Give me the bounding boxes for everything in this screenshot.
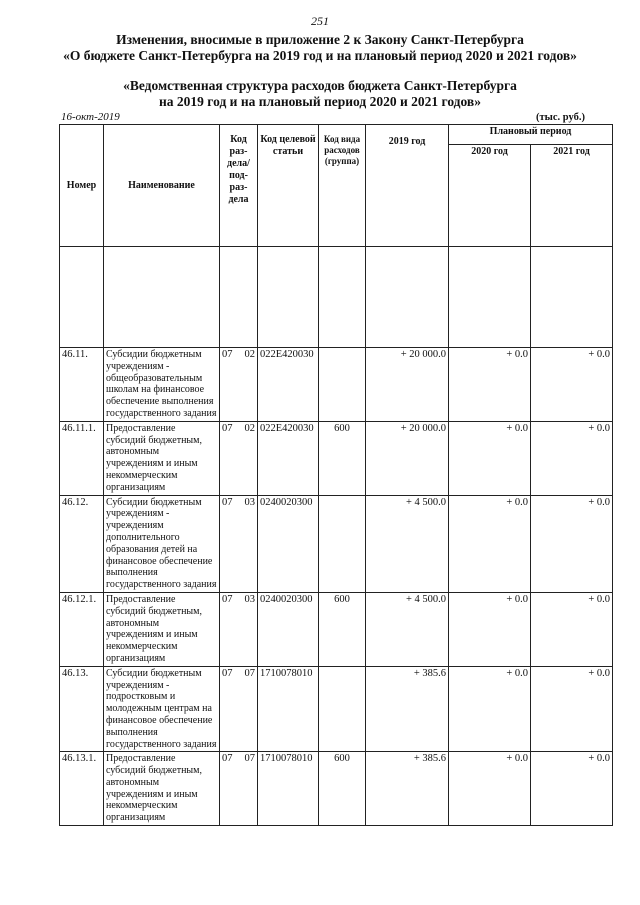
- row-section: [220, 666, 258, 752]
- row-name: Предоставление субсидий бюджетным, автономным учреждениям и иным некоммерческим организациям: [104, 592, 220, 666]
- row-value-2021: + 0.0: [531, 348, 613, 422]
- table-row: [60, 752, 613, 826]
- row-section: [220, 421, 258, 495]
- header-name: Наименование: [104, 125, 220, 247]
- page-number: 251: [311, 14, 329, 28]
- row-number: 46.11.: [60, 348, 104, 422]
- budget-table: [59, 124, 613, 826]
- title-line-1: Изменения, вносимые в приложение 2 к Закону Санкт-Петербурга: [116, 32, 524, 47]
- row-value-2019: + 20 000.0: [366, 348, 449, 422]
- row-subsection-code: 02: [244, 349, 255, 360]
- row-value-2021: + 0.0: [531, 666, 613, 752]
- row-number: 46.11.1.: [60, 421, 104, 495]
- row-number: 46.13.1.: [60, 752, 104, 826]
- row-value-2020: + 0.0: [449, 495, 531, 592]
- header-2019: 2019 год: [366, 125, 449, 247]
- row-target-code: 1710078010: [258, 666, 319, 752]
- header-section: Код раз- дела/ под- раз- дела: [220, 125, 258, 247]
- row-target-code: 0240020300: [258, 495, 319, 592]
- row-target-code: 1710078010: [258, 752, 319, 826]
- row-value-2020: + 0.0: [449, 421, 531, 495]
- table-row: [60, 666, 613, 752]
- row-number: 46.13.: [60, 666, 104, 752]
- row-value-2021: + 0.0: [531, 752, 613, 826]
- row-subsection-code: 03: [244, 496, 255, 508]
- subtitle-line-2: на 2019 год и на плановый период 2020 и 2021 годов»: [159, 94, 481, 109]
- row-subsection-code: 03: [244, 593, 255, 605]
- header-2021: 2021 год: [531, 145, 613, 247]
- row-expense-type: [319, 348, 366, 422]
- row-number: 46.12.1.: [60, 592, 104, 666]
- document-title: [0, 32, 640, 64]
- row-subsection-code: 07: [244, 753, 255, 765]
- row-section-code: 07: [222, 422, 233, 434]
- row-target-code: 0240020300: [258, 592, 319, 666]
- row-expense-type: [319, 495, 366, 592]
- row-value-2021: + 0.0: [531, 495, 613, 592]
- row-value-2020: + 0.0: [449, 592, 531, 666]
- row-value-2019: + 385.6: [366, 666, 449, 752]
- table-row: [60, 592, 613, 666]
- row-value-2021: + 0.0: [531, 592, 613, 666]
- title-line-2: «О бюджете Санкт-Петербурга на 2019 год и на плановый период 2020 и 2021 годов»: [63, 48, 577, 63]
- subtitle-line-1: «Ведомственная структура расходов бюджета Санкт-Петербурга: [123, 78, 517, 93]
- row-subsection-code: 07: [244, 667, 255, 679]
- row-value-2019: + 20 000.0: [366, 421, 449, 495]
- unit-label: (тыс. руб.): [536, 112, 585, 123]
- row-section-code: 07: [222, 753, 233, 765]
- row-expense-type: [319, 666, 366, 752]
- row-name: Субсидии бюджетным учреждениям - общеобразовательным школам на финансовое обеспечение выполнения государственного задания: [104, 348, 220, 422]
- document-subtitle: [0, 78, 640, 110]
- table-spacer-row: [60, 247, 613, 348]
- row-section-code: 07: [222, 349, 233, 360]
- row-value-2019: + 385.6: [366, 752, 449, 826]
- row-name: Субсидии бюджетным учреждениям - учреждениям дополнительного образования детей на финансовое обеспечение выполнения государственного задания: [104, 495, 220, 592]
- row-section: [220, 495, 258, 592]
- row-expense-type: 600: [319, 752, 366, 826]
- row-section-code: 07: [222, 667, 233, 679]
- header-2020: 2020 год: [449, 145, 531, 247]
- table-row: [60, 495, 613, 592]
- table-row: [60, 348, 613, 422]
- header-expense-type: Код вида расходов (группа): [319, 125, 366, 247]
- header-target: Код целевой статьи: [258, 125, 319, 247]
- row-expense-type: 600: [319, 421, 366, 495]
- row-section: [220, 348, 258, 422]
- row-target-code: 022Е420030: [258, 421, 319, 495]
- row-name: Предоставление субсидий бюджетным, автономным учреждениям и иным некоммерческим организациям: [104, 752, 220, 826]
- row-expense-type: 600: [319, 592, 366, 666]
- row-section: [220, 752, 258, 826]
- row-value-2020: + 0.0: [449, 752, 531, 826]
- row-section: [220, 592, 258, 666]
- row-value-2019: + 4 500.0: [366, 592, 449, 666]
- header-number: Номер: [60, 125, 104, 247]
- row-section-code: 07: [222, 593, 233, 605]
- row-value-2019: + 4 500.0: [366, 495, 449, 592]
- row-value-2020: + 0.0: [449, 348, 531, 422]
- row-section-code: 07: [222, 496, 233, 508]
- row-name: Предоставление субсидий бюджетным, автономным учреждениям и иным некоммерческим организациям: [104, 421, 220, 495]
- row-value-2021: + 0.0: [531, 421, 613, 495]
- header-planned-period: Плановый период: [449, 125, 613, 145]
- table-row: [60, 421, 613, 495]
- row-target-code: 022Е420030: [258, 348, 319, 422]
- row-number: 46.12.: [60, 495, 104, 592]
- row-value-2020: + 0.0: [449, 666, 531, 752]
- row-name: Субсидии бюджетным учреждениям - подростковым и молодежным центрам на финансовое обеспечение выполнения государственного задания: [104, 666, 220, 752]
- document-date: 16-окт-2019: [61, 111, 120, 123]
- row-subsection-code: 02: [244, 422, 255, 434]
